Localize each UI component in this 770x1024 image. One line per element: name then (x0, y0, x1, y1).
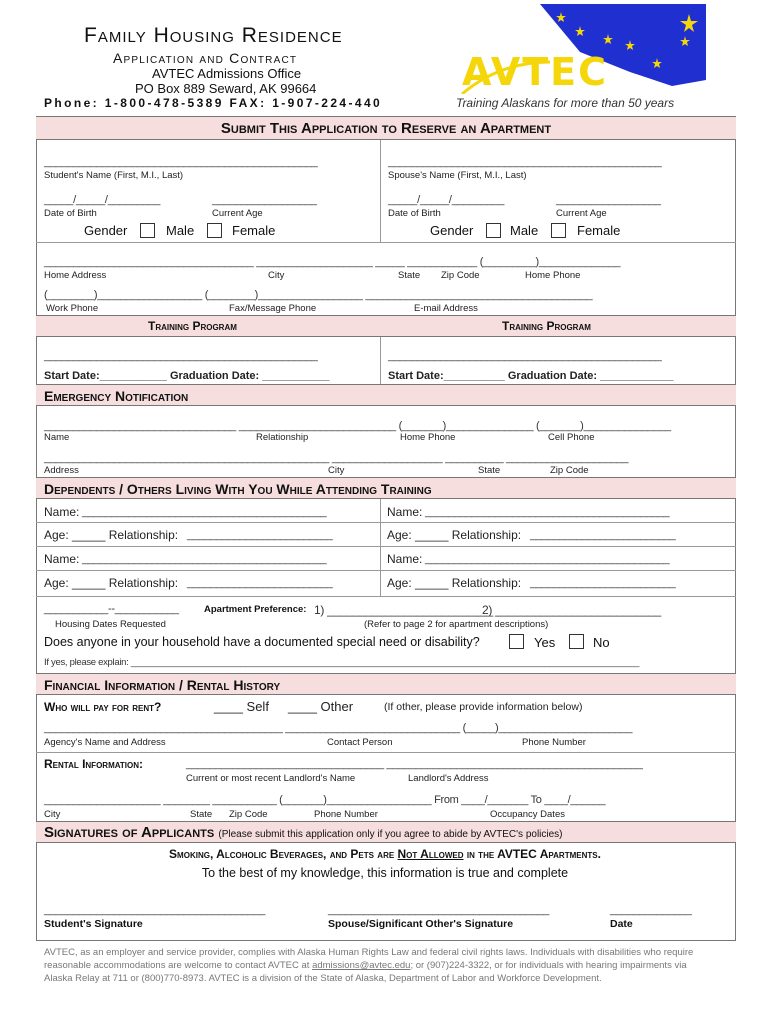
city-label: City (268, 270, 285, 281)
dependent-3-age-label[interactable]: Age: _____ Relationship: (44, 576, 179, 590)
emergency-city-label: City (328, 465, 345, 476)
policy-statement (0, 847, 770, 861)
spouse-age-label: Current Age (556, 208, 607, 219)
spouse-male-checkbox[interactable] (486, 223, 501, 238)
signatures-heading: Signatures of Applicants (44, 824, 215, 841)
training-heading-left: Training Program (148, 319, 237, 333)
spouse-name-label: Spouse's Name (First, M.I., Last) (388, 170, 527, 181)
financial-heading: Financial Information / Rental History (36, 673, 736, 695)
rental-zip-label: Zip Code (229, 809, 268, 820)
emergency-cell-phone-label: Cell Phone (548, 432, 595, 443)
training-heading-right: Training Program (502, 319, 591, 333)
student-female-checkbox[interactable] (207, 223, 222, 238)
submit-heading: Submit This Application to Reserve an Apartment (36, 116, 736, 140)
agency-fields[interactable]: _________________________________________ ______________________________ (_____)_______________________ (44, 722, 633, 734)
signature-date-field[interactable]: ______________ (610, 904, 692, 916)
work-contact-fields[interactable]: (________)__________________ (________)__________________ _______________________________________ (44, 289, 593, 301)
dependent-2-name-label: Name: (387, 505, 423, 519)
footer-text-post: ; or (907)224-3322, or for individuals with hearing impairments via Alaska Relay at 711 or (800)770-8973. AVTEC is a division of the State of Alaska, Department of Labor and Workforce Development. (44, 960, 687, 984)
tagline: Training Alaskans for more than 50 years (456, 96, 675, 110)
spouse-dob-field[interactable]: _____/_____/_________ (388, 194, 505, 206)
contact-person-label: Contact Person (327, 737, 393, 748)
home-contact-fields[interactable]: ____________________________________ ____________________ _____ ____________ (_________)______________ (44, 256, 621, 268)
dependents-heading: Dependents / Others Living With You While Attending Training (36, 477, 736, 499)
divider (380, 140, 381, 242)
special-need-yes-label: Yes (534, 635, 556, 650)
dependent-3-name-field[interactable]: __________________________________________ (82, 553, 327, 565)
landlord-phone-label: Phone Number (314, 809, 378, 820)
dependent-4-name-label: Name: (387, 552, 423, 566)
footer-email-link[interactable]: admissions@avtec.edu (312, 960, 411, 971)
policy-text-post: in the AVTEC Apartments. (463, 847, 601, 861)
special-need-explain-field[interactable]: If yes, please explain: ______________________________________________________________________________________________________ (44, 657, 640, 668)
landlord-fields[interactable]: __________________________________ ____________________________________________ (186, 758, 643, 770)
student-gender-label: Gender (84, 223, 128, 238)
training-dates-left[interactable]: Start Date:___________ Graduation Date: ___________ (44, 370, 330, 382)
divider (380, 499, 381, 597)
student-age-label: Current Age (212, 208, 263, 219)
certification-statement: To the best of my knowledge, this information is true and complete (201, 866, 569, 880)
dependent-1-name-label: Name: (44, 505, 80, 519)
dependent-4-age-label[interactable]: Age: _____ Relationship: (387, 576, 522, 590)
emergency-relationship-label: Relationship (256, 432, 309, 443)
student-male-checkbox[interactable] (140, 223, 155, 238)
office-name: AVTEC Admissions Office (152, 66, 302, 81)
spouse-signature-label: Spouse/Significant Other's Signature (328, 918, 514, 930)
student-female-label: Female (232, 223, 276, 238)
rental-city-label: City (44, 809, 61, 820)
fax-label: Fax/Message Phone (229, 303, 317, 314)
who-pays-label: Who will pay for rent? (44, 700, 162, 714)
avtec-logo (460, 2, 706, 94)
training-program-field-right[interactable]: _______________________________________________ (388, 350, 662, 362)
dependent-1-rel-field[interactable]: _________________________ (187, 529, 333, 541)
landlord-name-label: Current or most recent Landlord's Name (186, 773, 356, 784)
special-need-question: Does anyone in your household have a documented special need or disability? (44, 635, 480, 649)
rental-info-label: Rental Information: (44, 757, 144, 771)
footer-notice (44, 946, 704, 985)
student-age-field[interactable]: __________________ (212, 194, 317, 206)
spouse-gender-label: Gender (430, 223, 474, 238)
divider (36, 242, 736, 243)
spouse-dob-label: Date of Birth (388, 208, 441, 219)
emergency-state-label: State (478, 465, 501, 476)
dependent-2-age-label[interactable]: Age: _____ Relationship: (387, 528, 522, 542)
student-dob-field[interactable]: _____/_____/_________ (44, 194, 161, 206)
emergency-name-label: Name (44, 432, 70, 443)
student-name-field[interactable]: _______________________________________________ (44, 156, 318, 168)
special-need-no-checkbox[interactable] (569, 634, 584, 649)
training-dates-right[interactable]: Start Date:__________ Graduation Date: ____________ (388, 370, 674, 382)
emergency-address-fields[interactable]: _________________________________________________ ___________________ __________ _____________________ (44, 452, 629, 464)
rental-location-fields[interactable]: ____________________ ________ ___________ (_______)__________________ From ____/_______ To ____/______ (44, 794, 606, 806)
student-male-label: Male (166, 223, 195, 238)
spouse-name-field[interactable]: _______________________________________________ (388, 156, 662, 168)
divider (380, 337, 381, 385)
housing-dates-field[interactable]: ___________--___________ (44, 603, 179, 615)
office-phone: Phone: 1-800-478-5389 FAX: 1-907-224-440 (44, 96, 383, 110)
dependent-1-age-label[interactable]: Age: _____ Relationship: (44, 528, 179, 542)
apartment-preference-1[interactable]: 1) __________________________ (314, 603, 493, 617)
state-label: State (398, 270, 421, 281)
dependent-3-name-label: Name: (44, 552, 80, 566)
student-name-label: Student's Name (First, M.I., Last) (44, 170, 184, 181)
pay-self-option[interactable]: ____ Self (214, 699, 269, 714)
dependent-3-rel-field[interactable]: _________________________ (187, 577, 333, 589)
email-label: E-mail Address (414, 303, 478, 314)
frame-bottom (36, 940, 736, 941)
agency-label: Agency's Name and Address (44, 737, 166, 748)
avtec-logo-text: AVTEC (462, 50, 609, 94)
spouse-female-checkbox[interactable] (551, 223, 566, 238)
spouse-age-field[interactable]: __________________ (556, 194, 661, 206)
agency-phone-label: Phone Number (522, 737, 586, 748)
home-address-label: Home Address (44, 270, 107, 281)
housing-dates-label: Housing Dates Requested (55, 619, 166, 630)
zip-label: Zip Code (441, 270, 480, 281)
policy-text-pre: Smoking, Alcoholic Beverages, and Pets are (169, 847, 398, 861)
emergency-address-label: Address (44, 465, 79, 476)
office-address: PO Box 889 Seward, AK 99664 (135, 81, 317, 96)
dependent-2-name-field[interactable]: __________________________________________ (425, 506, 670, 518)
pay-other-option[interactable]: ____ Other (288, 699, 354, 714)
occupancy-dates-label: Occupancy Dates (490, 809, 565, 820)
footer-text-pre: AVTEC, as an employer and service provider, complies with Alaska Human Rights Law and federal civil rights laws. Individuals with disabilities who require reasonable accommodations are welcome to contact AVTEC at (44, 947, 694, 971)
dependent-1-name-field[interactable]: __________________________________________ (82, 506, 327, 518)
training-program-field-left[interactable]: _______________________________________________ (44, 350, 318, 362)
apartment-preference-2[interactable]: 2) __________________________ (482, 603, 661, 617)
signatures-heading-bar (36, 821, 736, 843)
training-heading-bar (36, 315, 736, 337)
home-phone-label: Home Phone (525, 270, 581, 281)
form-title: Family Housing Residence (84, 24, 343, 47)
signatures-heading-note: (Please submit this application only if you agree to abide by AVTEC's policies) (218, 829, 563, 840)
rental-state-label: State (190, 809, 213, 820)
divider (36, 752, 736, 753)
emergency-home-phone-label: Home Phone (400, 432, 456, 443)
divider (36, 522, 736, 523)
dependent-2-rel-field[interactable]: _________________________ (530, 529, 676, 541)
spouse-male-label: Male (510, 223, 539, 238)
divider (36, 596, 736, 597)
emergency-heading: Emergency Notification (36, 384, 736, 406)
work-phone-label: Work Phone (46, 303, 99, 314)
apartment-refer-note: (Refer to page 2 for apartment descriptions) (364, 619, 549, 630)
special-need-yes-checkbox[interactable] (509, 634, 524, 649)
spouse-female-label: Female (577, 223, 621, 238)
student-signature-field[interactable]: ______________________________________ (44, 904, 266, 916)
emergency-zip-label: Zip Code (550, 465, 589, 476)
divider (36, 546, 736, 547)
student-dob-label: Date of Birth (44, 208, 97, 219)
dependent-4-rel-field[interactable]: _________________________ (530, 577, 676, 589)
date-label: Date (610, 918, 633, 930)
divider (36, 570, 736, 571)
form-subtitle: Application and Contract (113, 50, 298, 66)
pay-other-note: (If other, please provide information below) (384, 701, 583, 713)
dependent-4-name-field[interactable]: __________________________________________ (425, 553, 670, 565)
special-need-no-label: No (593, 635, 610, 650)
policy-text-not-allowed: Not Allowed (397, 847, 464, 861)
emergency-contact-fields[interactable]: _________________________________ ___________________________ (_______)_______________ (_______)_______________ (44, 420, 671, 432)
student-signature-label: Student's Signature (44, 918, 143, 930)
landlord-address-label: Landlord's Address (408, 773, 489, 784)
apartment-preference-label: Apartment Preference: (204, 604, 307, 615)
spouse-signature-field[interactable]: ______________________________________ (328, 904, 550, 916)
